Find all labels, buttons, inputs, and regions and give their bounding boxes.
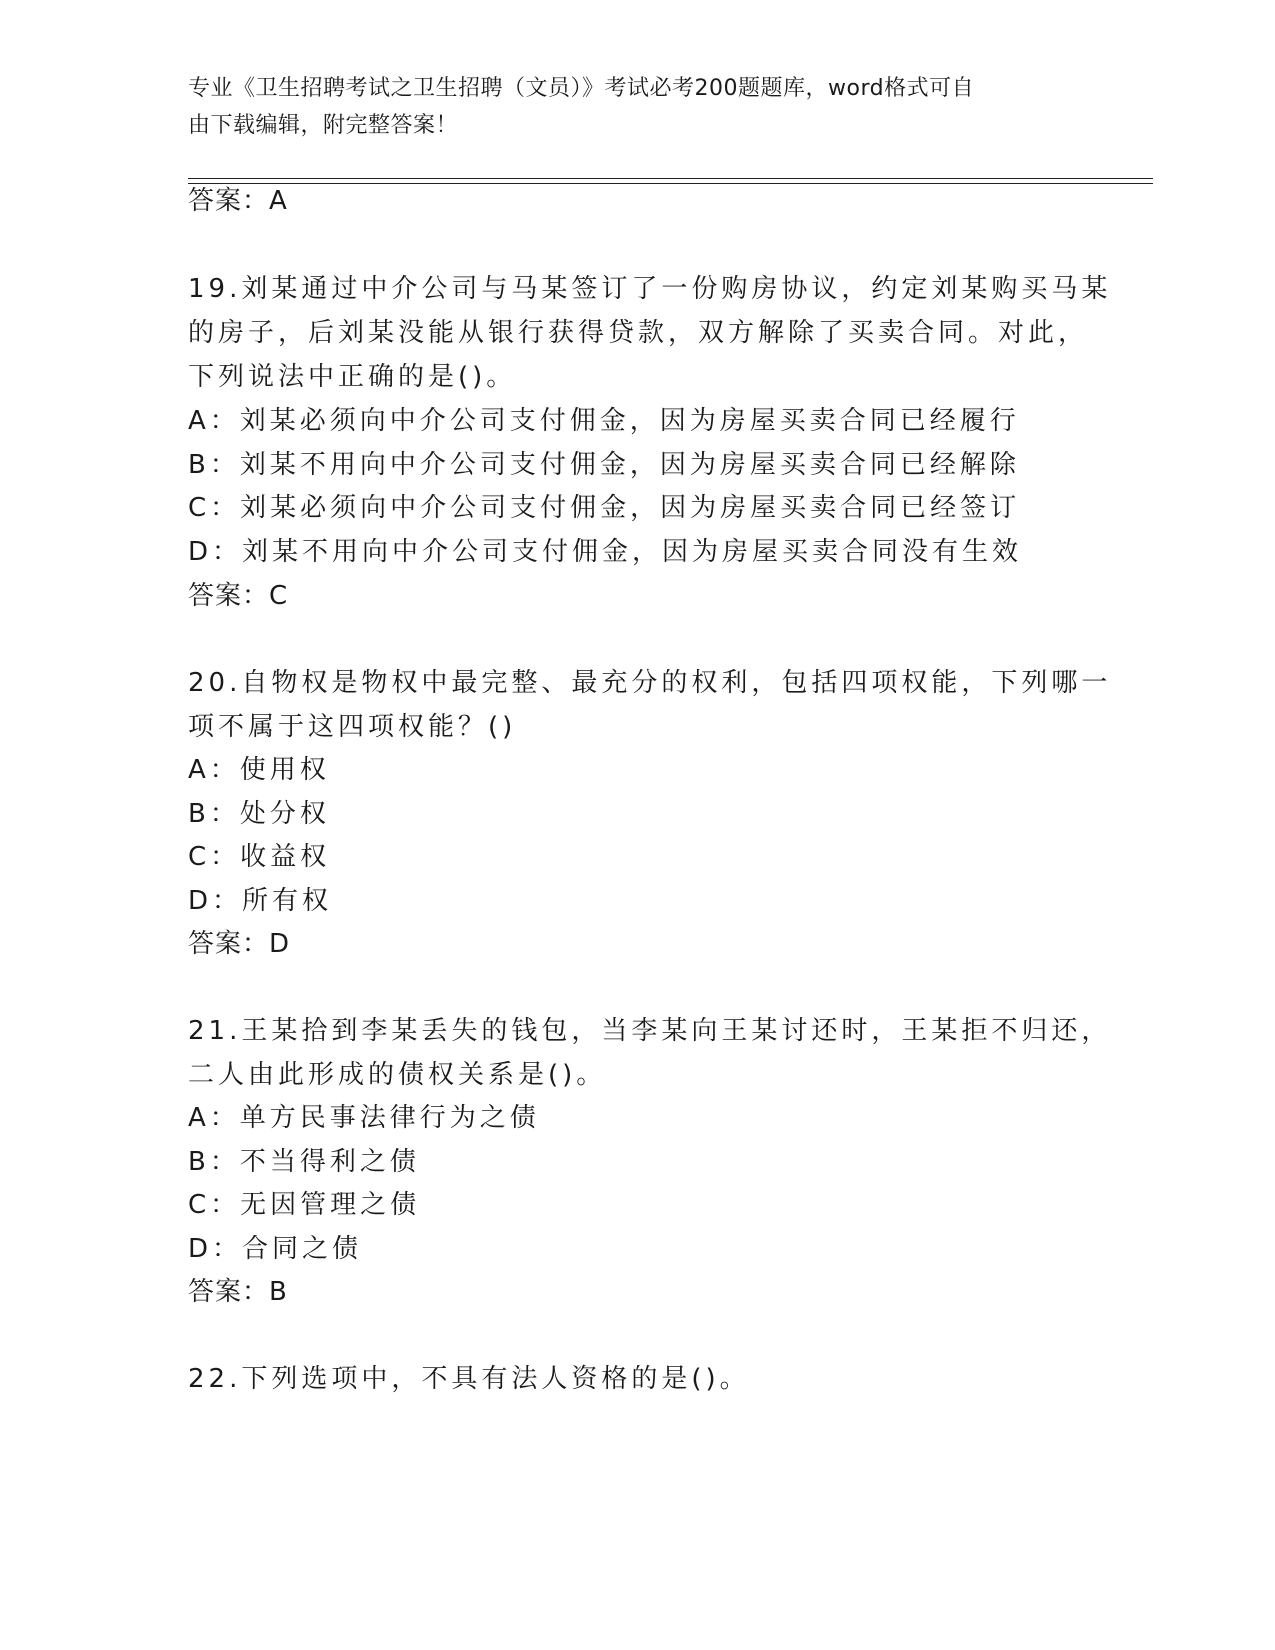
question-19-option-b: B：刘某不用向中介公司支付佣金，因为房屋买卖合同已经解除 xyxy=(188,450,1020,480)
question-19-stem-line-1: 19.刘某通过中介公司与马某签订了一份购房协议，约定刘某购买马某 xyxy=(188,274,1112,304)
question-20-stem-line-1: 20.自物权是物权中最完整、最充分的权利，包括四项权能，下列哪一 xyxy=(188,668,1112,698)
question-20-option-b: B：处分权 xyxy=(188,799,330,829)
question-20-option-a: A：使用权 xyxy=(188,755,330,785)
question-20-stem-line-2: 项不属于这四项权能？() xyxy=(188,712,517,742)
question-21-option-d: D：合同之债 xyxy=(188,1234,363,1264)
header-line-2: 由下载编辑，附完整答案！ xyxy=(188,113,459,138)
question-19-stem-line-2: 的房子，后刘某没能从银行获得贷款，双方解除了买卖合同。对此， xyxy=(188,318,1089,348)
previous-answer: 答案：A xyxy=(188,186,288,216)
question-21-option-c: C：无因管理之债 xyxy=(188,1190,421,1220)
header-divider-top xyxy=(188,178,1153,179)
question-19-stem-line-3: 下列说法中正确的是()。 xyxy=(188,362,517,392)
question-21-answer: 答案：B xyxy=(188,1277,288,1307)
question-21-option-a: A：单方民事法律行为之债 xyxy=(188,1103,540,1133)
document-header xyxy=(188,70,1068,144)
question-19-option-c: C：刘某必须向中介公司支付佣金，因为房屋买卖合同已经签订 xyxy=(188,493,1021,523)
question-21-option-b: B：不当得利之债 xyxy=(188,1147,420,1177)
header-line-1: 专业《卫生招聘考试之卫生招聘（文员）》考试必考200题题库，word格式可自 xyxy=(188,76,975,101)
question-20-option-d: D：所有权 xyxy=(188,886,333,916)
question-19-option-d: D：刘某不用向中介公司支付佣金，因为房屋买卖合同没有生效 xyxy=(188,537,1023,567)
question-19-option-a: A：刘某必须向中介公司支付佣金，因为房屋买卖合同已经履行 xyxy=(188,406,1020,436)
question-20-option-c: C：收益权 xyxy=(188,842,331,872)
question-21-stem-line-2: 二人由此形成的债权关系是()。 xyxy=(188,1060,607,1090)
question-22-stem-line-1: 22.下列选项中，不具有法人资格的是()。 xyxy=(188,1364,750,1394)
question-21-stem-line-1: 21.王某拾到李某丢失的钱包，当李某向王某讨还时，王某拒不归还， xyxy=(188,1016,1112,1046)
header-divider-bottom xyxy=(188,183,1153,184)
question-19-answer: 答案：C xyxy=(188,581,289,611)
question-20-answer: 答案：D xyxy=(188,929,291,959)
